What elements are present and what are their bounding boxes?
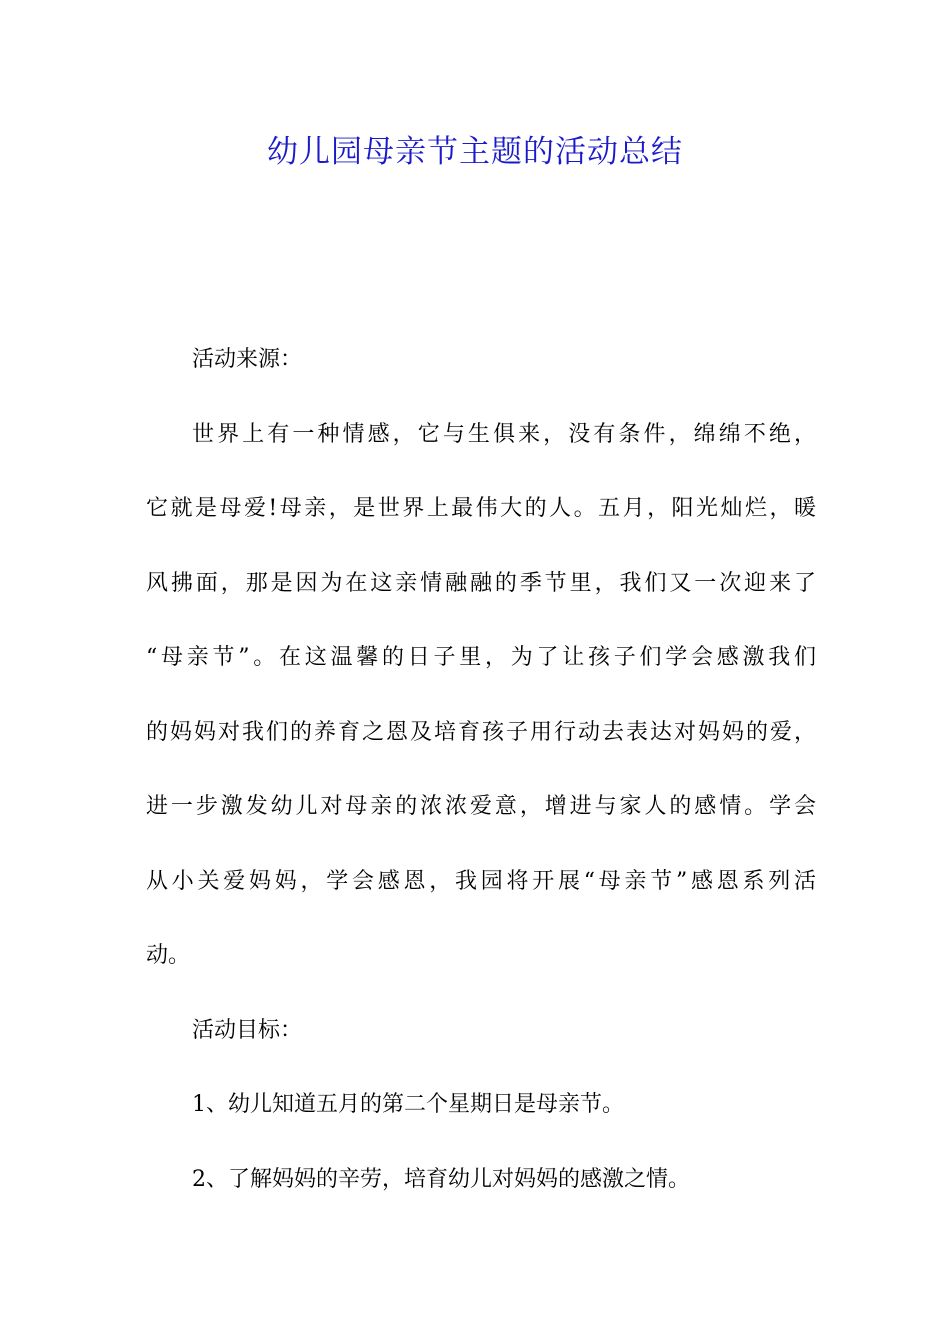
paragraph-line: 的妈妈对我们的养育之恩及培育孩子用行动去表达对妈妈的爱， <box>146 719 816 745</box>
paragraph-line: 进一步激发幼儿对母亲的浓浓爱意，增进与家人的感情。学会 <box>146 794 816 819</box>
document-title: 幼儿园母亲节主题的活动总结 <box>267 134 683 170</box>
paragraph-line: 世界上有一种情感，它与生俱来，没有条件，绵绵不绝， <box>192 421 816 447</box>
goal-item: 1、幼儿知道五月的第二个星期日是母亲节。 <box>192 1092 624 1117</box>
document-body <box>146 323 816 1217</box>
section-heading-source: 活动来源： <box>192 347 303 372</box>
goal-item: 2、了解妈妈的辛劳，培育幼儿对妈妈的感激之情。 <box>192 1166 690 1192</box>
section-heading-goals: 活动目标： <box>192 1017 303 1043</box>
paragraph-line: 动。 <box>146 943 191 968</box>
paragraph-line: “母亲节”。在这温馨的日子里，为了让孩子们学会感激我们 <box>146 645 816 670</box>
paragraph-line: 风拂面，那是因为在这亲情融融的季节里，我们又一次迎来了 <box>146 570 816 596</box>
paragraph-line: 从小关爱妈妈，学会感恩，我园将开展“母亲节”感恩系列活 <box>146 868 816 894</box>
paragraph-line: 它就是母爱!母亲，是世界上最伟大的人。五月，阳光灿烂，暖 <box>146 496 816 521</box>
